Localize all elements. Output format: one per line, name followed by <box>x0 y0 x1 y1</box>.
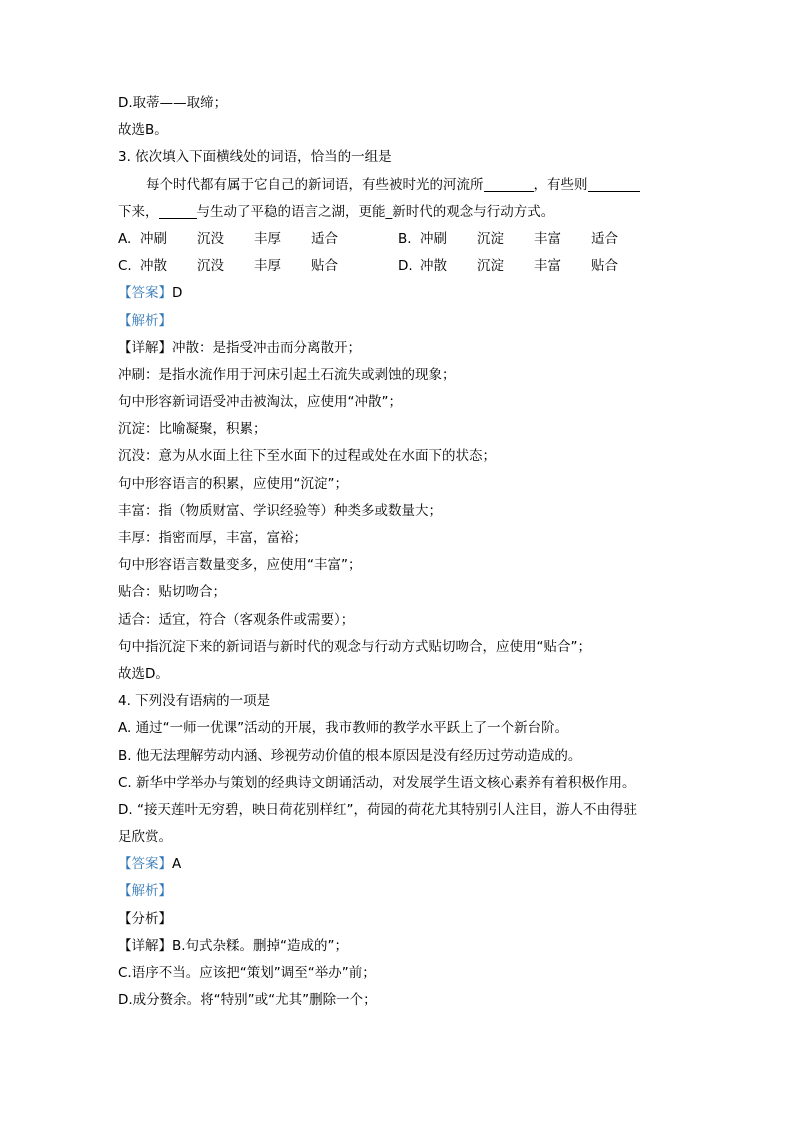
option-word: 贴合 <box>591 258 618 275</box>
stem-text: 每个时代都有属于它自己的新词语，有些被时光的河流所 <box>146 176 484 193</box>
detail-tag: 【详解】 <box>118 339 172 356</box>
option-d: D. “接天莲叶无穷碧，映日荷花别样红”，荷园的荷花尤其特别引人注目，游人不由得驻 <box>118 801 637 818</box>
detail-line: 句中形容语言的积累，应使用“沉淀”； <box>118 475 348 492</box>
detail-line: 句中指沉淀下来的新词语与新时代的观念与行动方式贴切吻合，应使用“贴合”； <box>118 638 591 655</box>
detail-line: 故选D。 <box>118 665 169 682</box>
fenxi-tag: 【分析】 <box>118 910 172 927</box>
option-word: 丰厚 <box>254 258 281 275</box>
option-d <box>398 253 678 280</box>
detail-line <box>118 335 678 362</box>
option-word: 沉没 <box>197 230 224 247</box>
option-a: A. 通过“一师一优课”活动的开展，我市教师的教学水平跃上了一个新台阶。 <box>118 720 569 737</box>
blank <box>484 175 534 192</box>
option-key: D. <box>398 258 413 275</box>
option-word: 冲刷 <box>140 230 167 247</box>
detail-line <box>118 933 678 960</box>
stem-text: 与生动了平稳的语言之湖，更能_新时代的观念与行动方式。 <box>196 203 555 220</box>
detail-text: B.句式杂糅。删掉“造成的”； <box>172 937 349 954</box>
option-word: 沉淀 <box>477 258 504 275</box>
answer-line <box>118 280 678 307</box>
stem-text: ，有些则 <box>533 176 588 193</box>
analysis-tag: 【解析】 <box>118 312 172 329</box>
option-word: 适合 <box>311 230 338 247</box>
option-b <box>398 226 678 253</box>
text-line: D.取蒂——取缔； <box>118 95 228 111</box>
option-key: B. <box>398 230 412 247</box>
question-3-stem-cont <box>118 199 678 226</box>
option-row <box>118 226 678 253</box>
detail-line: 丰富：指（物质财富、学识经验等）种类多或数量大； <box>118 502 442 519</box>
option-word: 丰富 <box>534 258 561 275</box>
question-3-stem <box>118 172 678 199</box>
detail-line: 贴合：贴切吻合； <box>118 584 226 601</box>
stem-text: 下来， <box>118 203 159 220</box>
detail-line: 句中形容语言数量变多，应使用“丰富”； <box>118 557 362 574</box>
option-row <box>118 253 678 280</box>
option-key: C. <box>118 258 132 275</box>
option-word: 冲散 <box>420 258 447 275</box>
option-d-cont: 足欣赏。 <box>118 829 172 846</box>
detail-text: 冲散：是指受冲击而分离散开； <box>172 339 361 356</box>
blank <box>588 175 640 192</box>
option-word: 丰富 <box>534 230 561 247</box>
question-3-title: 3. 依次填入下面横线处的词语，恰当的一组是 <box>118 149 392 166</box>
text-line: 故选B。 <box>118 122 168 139</box>
detail-line: 丰厚：指密而厚，丰富，富裕； <box>118 530 307 546</box>
analysis-tag: 【解析】 <box>118 883 172 900</box>
option-word: 贴合 <box>311 258 338 275</box>
detail-line: C.语序不当。应该把“策划”调至“举办”前； <box>118 965 376 981</box>
option-word: 适合 <box>591 230 618 247</box>
detail-line: 冲刷：是指水流作用于河床引起土石流失或剥蚀的现象； <box>118 366 456 383</box>
option-b: B. 他无法理解劳动内涵、珍视劳动价值的根本原因是没有经历过劳动造成的。 <box>118 747 582 764</box>
detail-tag: 【详解】 <box>118 937 172 954</box>
answer-value: A <box>172 856 182 873</box>
detail-line: 沉淀：比喻凝聚，积累； <box>118 421 267 438</box>
detail-line: 沉没：意为从水面上往下至水面下的过程或处在水面下的状态； <box>118 448 496 465</box>
answer-value: D <box>172 285 183 302</box>
option-a <box>118 226 398 253</box>
option-word: 冲刷 <box>420 230 447 247</box>
detail-line: 适合：适宜，符合（客观条件或需要）； <box>118 611 355 628</box>
detail-line: D.成分赘余。将“特别”或“尤其”删除一个； <box>118 992 377 1009</box>
option-c: C. 新华中学举办与策划的经典诗文朗诵活动，对发展学生语文核心素养有着积极作用。 <box>118 774 636 791</box>
option-word: 丰厚 <box>254 230 281 247</box>
answer-line <box>118 851 678 878</box>
option-key: A. <box>118 230 132 247</box>
option-word: 冲散 <box>140 258 167 275</box>
answer-tag: 【答案】 <box>118 856 172 873</box>
detail-line: 句中形容新词语受冲击被淘汰，应使用“冲散”； <box>118 394 402 411</box>
option-word: 沉没 <box>197 258 224 275</box>
option-c <box>118 253 398 280</box>
answer-tag: 【答案】 <box>118 285 172 302</box>
blank <box>159 202 197 219</box>
document-page <box>118 90 678 1014</box>
question-4-title: 4. 下列没有语病的一项是 <box>118 693 271 710</box>
option-word: 沉淀 <box>477 230 504 247</box>
